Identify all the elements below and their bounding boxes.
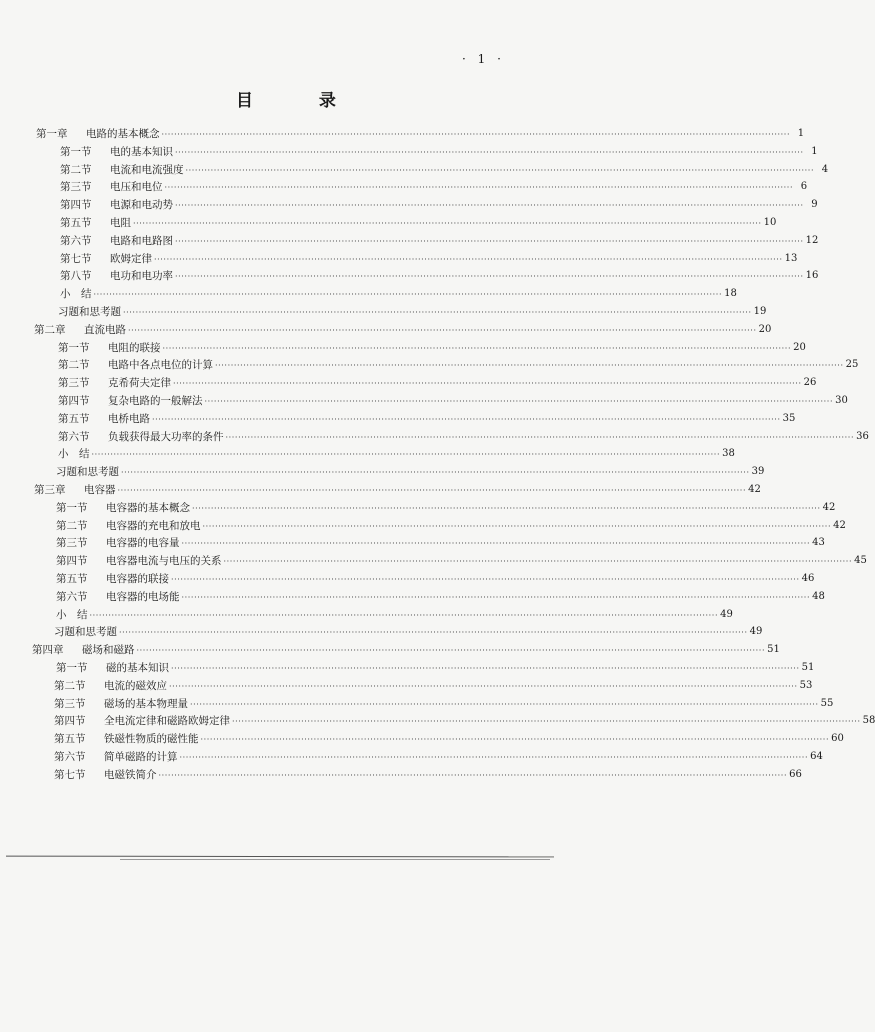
dot-leader: ········································································································································································································ — [190, 699, 819, 709]
toc-entry-label — [56, 536, 180, 550]
toc-entry-title: 电流和电流强度 — [110, 163, 184, 176]
toc-entry-label — [56, 661, 169, 675]
toc-entry-section — [54, 696, 834, 711]
dot-leader: ········································································································································································································ — [202, 521, 832, 531]
dot-leader: ········································································································································································································ — [175, 147, 804, 157]
toc-entry-section — [60, 144, 818, 159]
toc-entry-title: 电容器的联接 — [106, 573, 169, 585]
toc-entry-exercise — [54, 624, 763, 639]
toc-entry-number: 第四章 — [32, 644, 64, 657]
dot-leader: ········································································································································································································ — [181, 539, 811, 549]
toc-entry-section — [60, 179, 808, 194]
toc-entry-label — [54, 768, 157, 782]
toc-entry-label — [58, 358, 213, 372]
toc-entry-label — [56, 501, 190, 515]
toc-entry-section — [58, 340, 806, 355]
dot-leader: ········································································································································································································ — [185, 165, 815, 175]
toc-entry-number: 第八节 — [60, 270, 92, 283]
toc-entry-label — [60, 287, 92, 301]
toc-entry-number: 第五节 — [58, 412, 90, 425]
toc-entry-section — [54, 749, 823, 764]
toc-entry-label — [56, 572, 169, 586]
toc-entry-label — [60, 198, 173, 212]
toc-entry-section — [58, 429, 869, 444]
dot-leader: ········································································································································································································ — [133, 219, 762, 228]
toc-entry-label — [56, 519, 201, 533]
toc-entry-page: 60 — [831, 733, 844, 745]
toc-entry-summary — [58, 446, 735, 461]
dot-leader: ········································································································································································································ — [171, 664, 800, 673]
toc-entry-page: 51 — [767, 644, 780, 656]
toc-entry-page: 12 — [805, 234, 819, 246]
toc-entry-number: 第二节 — [60, 163, 92, 176]
toc-entry-number: 第三节 — [56, 537, 88, 550]
toc-entry-title: 电磁铁简介 — [104, 768, 157, 781]
toc-entry-label — [60, 216, 131, 230]
toc-entry-number: 第六节 — [60, 234, 92, 247]
dot-leader: ········································································································································································································ — [169, 681, 798, 691]
dot-leader: ········································································································································································································ — [223, 557, 853, 567]
horizontal-rule — [120, 859, 550, 860]
toc-entry-label — [60, 234, 173, 248]
toc-entry-page: 49 — [749, 626, 763, 638]
toc-entry-number: 第四节 — [58, 395, 90, 407]
toc-entry-label — [60, 163, 184, 177]
toc-entry-title: 克希荷夫定律 — [108, 377, 171, 390]
toc-entry-title: 欧姆定律 — [110, 252, 152, 265]
dot-leader: ········································································································································································································ — [117, 486, 747, 495]
toc-entry-page: 39 — [751, 466, 765, 478]
dot-leader: ········································································································································································································ — [175, 272, 804, 282]
toc-entry-page: 53 — [799, 679, 813, 691]
dot-leader: ········································································································································································································ — [175, 236, 804, 246]
dot-leader: ········································································································································································································ — [225, 432, 855, 442]
toc-entry-title: 电阻 — [110, 217, 131, 229]
toc-entry-section — [56, 571, 815, 586]
toc-entry-title: 电源和电动势 — [110, 199, 173, 212]
toc-entry-number: 第二节 — [54, 679, 86, 692]
toc-entry-number: 第一节 — [58, 341, 90, 354]
toc-entry-section — [54, 713, 875, 728]
toc-entry-title: 磁场和磁路 — [82, 644, 135, 657]
toc-entry-label — [54, 697, 188, 711]
toc-entry-page: 10 — [763, 217, 777, 228]
toc-entry-title: 铁磁性物质的磁性能 — [104, 733, 199, 746]
toc-entry-section — [56, 553, 867, 568]
toc-entry-section — [60, 268, 819, 283]
toc-entry-page: 1 — [797, 128, 805, 139]
toc-entry-page: 16 — [805, 270, 819, 282]
toc-entry-section — [60, 251, 798, 266]
toc-entry-section — [60, 233, 819, 248]
toc-entry-chapter — [34, 482, 761, 497]
toc-entry-title: 磁场的基本物理量 — [104, 697, 188, 710]
toc-entry-page: 42 — [833, 519, 846, 531]
toc-entry-page: 55 — [820, 697, 834, 709]
toc-entry-number: 第一节 — [56, 501, 88, 514]
toc-entry-number: 第六节 — [58, 430, 90, 443]
toc-entry-number: 第五节 — [56, 573, 88, 585]
toc-entry-label — [54, 714, 230, 728]
toc-entry-number: 第五节 — [60, 217, 92, 229]
toc-entry-page: 25 — [845, 359, 859, 371]
dot-leader: ········································································································································································································ — [158, 770, 788, 780]
toc-entry-section — [54, 767, 802, 782]
toc-entry-number: 第五节 — [54, 733, 86, 746]
toc-entry-section — [60, 197, 818, 212]
toc-entry-title: 习题和思考题 — [56, 466, 119, 479]
toc-entry-page: 30 — [835, 395, 848, 406]
toc-entry-number: 第四节 — [54, 715, 86, 728]
toc-entry-number: 第二节 — [58, 359, 90, 372]
toc-entry-title: 电流的磁效应 — [104, 679, 167, 692]
toc-entry-label — [58, 341, 161, 355]
dot-leader: ········································································································································································································ — [192, 503, 821, 513]
page-title: 目 录 — [236, 91, 366, 111]
toc-entry-title: 小 结 — [58, 448, 90, 461]
toc-entry-label — [58, 430, 224, 444]
toc-entry-section — [60, 215, 777, 230]
toc-entry-title: 电容器的充电和放电 — [106, 519, 201, 532]
dot-leader: ········································································································································································································ — [175, 201, 804, 211]
page-number: · 1 · — [462, 52, 505, 66]
toc-entry-number: 第四节 — [60, 199, 92, 212]
toc-entry-label — [54, 625, 117, 639]
toc-entry-label — [60, 145, 173, 159]
toc-entry-title: 负载获得最大功率的条件 — [108, 430, 224, 443]
dot-leader: ········································································································································································································ — [123, 308, 752, 317]
toc-entry-page: 43 — [812, 537, 825, 549]
toc-entry-number: 第三节 — [60, 181, 92, 194]
toc-entry-title: 直流电路 — [84, 323, 126, 336]
toc-entry-page: 58 — [862, 715, 875, 727]
toc-entry-label — [58, 394, 203, 408]
dot-leader: ········································································································································································································ — [121, 468, 750, 478]
toc-entry-page: 9 — [811, 199, 818, 211]
toc-entry-page: 4 — [821, 163, 829, 175]
dot-leader: ········································································································································································································ — [161, 130, 791, 139]
toc-entry-label — [34, 323, 126, 337]
toc-entry-number: 第三节 — [58, 377, 90, 390]
toc-entry-summary — [60, 286, 737, 301]
toc-entry-page: 51 — [801, 662, 815, 673]
toc-entry-exercise — [56, 464, 765, 479]
toc-entry-number: 第四节 — [56, 555, 88, 568]
toc-entry-title: 磁的基本知识 — [106, 662, 169, 674]
toc-entry-section — [58, 411, 796, 426]
dot-leader: ········································································································································································································ — [162, 343, 792, 353]
toc-entry-number: 第六节 — [56, 590, 88, 603]
toc-entry-label — [60, 269, 173, 283]
toc-entry-page: 6 — [800, 181, 808, 193]
dot-leader: ········································································································································································································ — [179, 753, 809, 762]
toc-entry-page: 36 — [856, 430, 869, 442]
toc-entry-title: 小 结 — [56, 608, 88, 621]
toc-entry-page: 42 — [822, 501, 836, 513]
toc-entry-label — [58, 376, 171, 390]
horizontal-rule — [6, 856, 554, 858]
toc-entry-page: 1 — [811, 145, 818, 157]
toc-entry-section — [54, 678, 813, 693]
toc-entry-number: 第三节 — [54, 697, 86, 710]
toc-entry-title: 习题和思考题 — [54, 626, 117, 639]
toc-entry-label — [54, 679, 167, 693]
toc-entry-page: 46 — [801, 573, 815, 584]
toc-entry-label — [58, 305, 121, 319]
dot-leader: ········································································································································································································ — [152, 414, 781, 424]
dot-leader: ········································································································································································································ — [128, 325, 757, 335]
toc-entry-title: 电容器电流与电压的关系 — [106, 555, 222, 568]
toc-entry-exercise — [58, 304, 767, 319]
toc-entry-page: 18 — [724, 288, 737, 300]
dot-leader: ········································································································································································································ — [181, 592, 811, 602]
toc-entry-title: 电容器的电容量 — [106, 537, 180, 550]
toc-entry-title: 电功和电功率 — [110, 270, 173, 283]
dot-leader: ········································································································································································································ — [215, 361, 844, 371]
toc-entry-title: 电路和电路图 — [110, 234, 173, 247]
toc-entry-title: 习题和思考题 — [58, 306, 121, 318]
toc-entry-title: 小 结 — [60, 288, 92, 301]
toc-entry-label — [58, 447, 90, 461]
toc-entry-number: 第七节 — [60, 252, 92, 265]
dot-leader: ········································································································································································································ — [164, 183, 794, 193]
dot-leader: ········································································································································································································ — [136, 646, 766, 656]
toc-entry-label — [34, 483, 116, 497]
toc-entry-section — [58, 357, 859, 372]
dot-leader: ········································································································································································································ — [204, 397, 834, 406]
toc-entry-section — [58, 375, 817, 390]
toc-entry-title: 简单磁路的计算 — [104, 751, 178, 763]
toc-entry-section — [56, 589, 825, 604]
dot-leader: ········································································································································································································ — [154, 254, 783, 264]
toc-entry-number: 第一章 — [36, 128, 68, 140]
toc-entry-number: 第一节 — [56, 662, 88, 674]
toc-entry-summary — [56, 607, 733, 622]
toc-entry-chapter — [32, 642, 780, 657]
toc-entry-title: 电压和电位 — [110, 181, 163, 194]
toc-entry-number: 第一节 — [60, 145, 92, 158]
dot-leader: ········································································································································································································ — [119, 628, 748, 638]
toc-entry-page: 19 — [753, 306, 767, 317]
toc-entry-section — [54, 731, 844, 746]
toc-entry-label — [54, 732, 199, 746]
dot-leader: ········································································································································································································ — [91, 450, 721, 460]
toc-entry-label — [54, 750, 178, 764]
toc-entry-title: 电桥电路 — [108, 412, 150, 425]
toc-entry-number: 第三章 — [34, 484, 66, 496]
toc-entry-number: 第二章 — [34, 323, 66, 336]
toc-entry-label — [36, 127, 160, 141]
toc-entry-label — [60, 180, 163, 194]
toc-entry-title: 复杂电路的一般解法 — [108, 395, 203, 407]
toc-entry-label — [56, 590, 180, 604]
toc-entry-title: 电容器的电场能 — [106, 590, 180, 603]
toc-entry-page: 13 — [784, 252, 798, 264]
toc-entry-title: 电容器 — [84, 484, 116, 496]
toc-entry-page: 20 — [758, 323, 772, 335]
toc-entry-section — [60, 162, 829, 177]
toc-entry-label — [56, 554, 222, 568]
dot-leader: ········································································································································································································ — [93, 290, 723, 300]
toc-entry-chapter — [36, 126, 805, 141]
toc-entry-title: 电阻的联接 — [108, 341, 161, 354]
toc-entry-number: 第六节 — [54, 751, 86, 763]
toc-entry-title: 电的基本知识 — [110, 145, 173, 158]
dot-leader: ········································································································································································································ — [171, 575, 800, 584]
dot-leader: ········································································································································································································ — [232, 717, 861, 727]
toc-entry-number: 第七节 — [54, 768, 86, 781]
toc-entry-page: 38 — [722, 448, 735, 460]
toc-entry-label — [56, 465, 119, 479]
toc-entry-number: 第二节 — [56, 519, 88, 532]
toc-entry-title: 电路中各点电位的计算 — [108, 359, 213, 372]
toc-entry-section — [56, 500, 836, 515]
toc-entry-page: 20 — [793, 341, 806, 353]
toc-entry-label — [60, 252, 152, 266]
toc-entry-page: 26 — [803, 377, 817, 389]
dot-leader: ········································································································································································································ — [200, 735, 830, 745]
dot-leader: ········································································································································································································ — [89, 610, 719, 620]
toc-entry-page: 66 — [789, 768, 802, 780]
toc-entry-label — [56, 608, 88, 622]
toc-entry-label — [58, 412, 150, 426]
toc-entry-page: 49 — [720, 608, 733, 620]
toc-entry-title: 电路的基本概念 — [86, 128, 160, 140]
toc-entry-page: 48 — [812, 590, 825, 602]
toc-entry-title: 全电流定律和磁路欧姆定律 — [104, 715, 230, 728]
toc-entry-page: 42 — [748, 484, 761, 495]
toc-entry-page: 45 — [854, 555, 867, 567]
toc-entry-section — [56, 535, 825, 550]
toc-entry-page: 64 — [810, 751, 823, 762]
toc-entry-page: 35 — [782, 412, 796, 424]
toc-entry-title: 电容器的基本概念 — [106, 501, 190, 514]
toc-entry-section — [58, 393, 848, 408]
dot-leader: ········································································································································································································ — [173, 379, 802, 389]
toc-entry-label — [32, 643, 135, 657]
toc-entry-section — [56, 660, 815, 675]
toc-entry-chapter — [34, 322, 772, 337]
toc-entry-section — [56, 518, 846, 533]
